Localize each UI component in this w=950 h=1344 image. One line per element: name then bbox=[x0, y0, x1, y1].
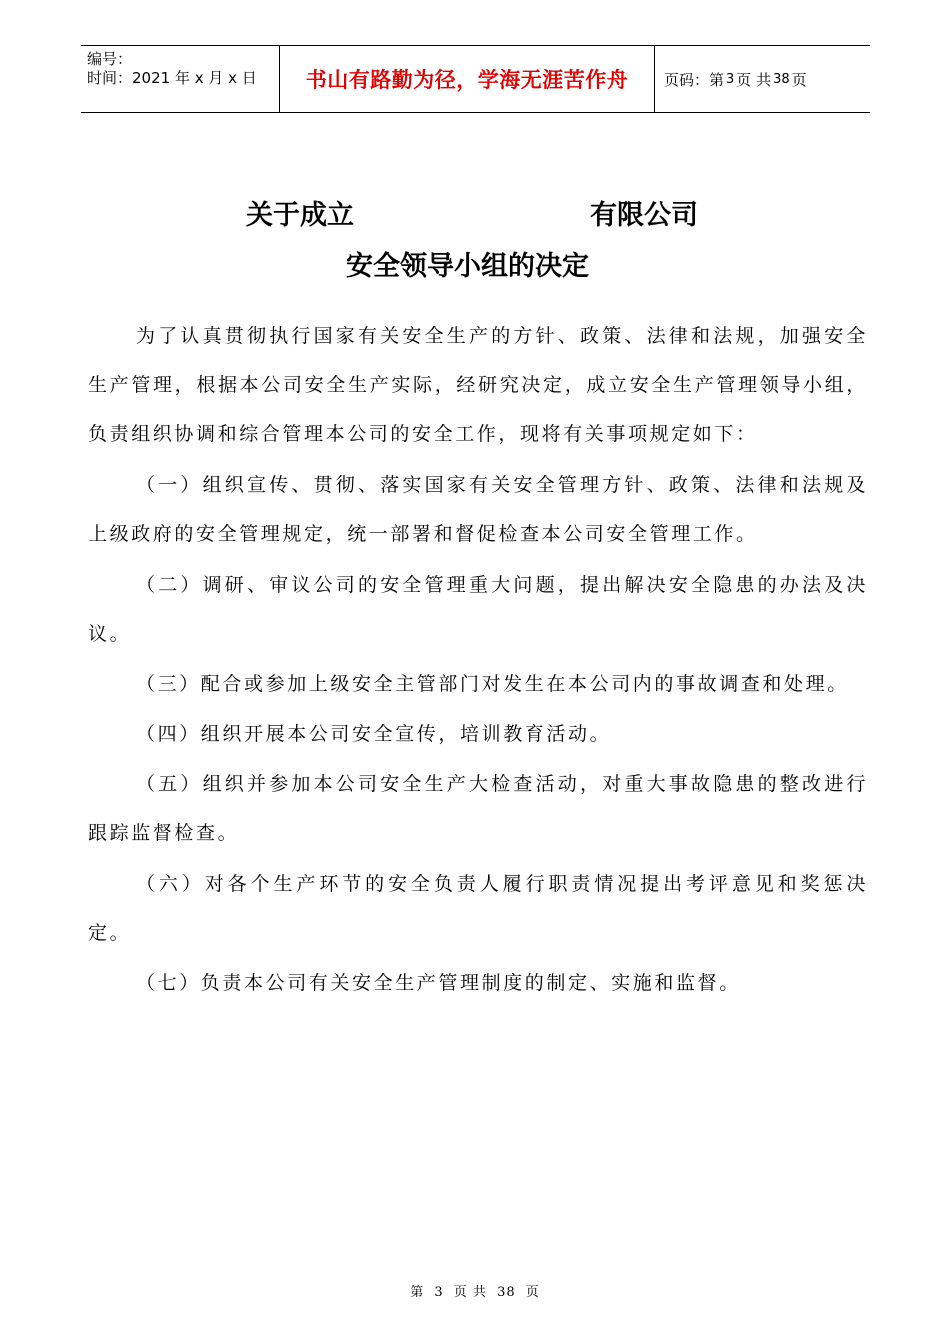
title-line1-part2: 有限公司 bbox=[590, 200, 698, 231]
title-line1-part1: 关于成立 bbox=[246, 200, 354, 231]
body-paragraph-intro: 为了认真贯彻执行国家有关安全生产的方针、政策、法律和法规，加强安全生产管理，根据本公司安全生产实际，经研究决定，成立安全生产管理领导小组，负责组织协调和综合管理本公司的安全工作，现将有关事项规定如下： bbox=[88, 325, 868, 445]
document-number-label: 编号： bbox=[87, 50, 133, 68]
body-paragraph-item-2: （二）调研、审议公司的安全管理重大问题，提出解决安全隐患的办法及决议。 bbox=[88, 574, 868, 645]
header-page-total: 38 bbox=[773, 71, 790, 87]
footer-total-pages: 38 bbox=[497, 1285, 516, 1300]
body-paragraph-item-4: （四）组织开展本公司安全宣传，培训教育活动。 bbox=[136, 723, 612, 745]
document-time-label: 时间：2021 年 x 月 x 日 bbox=[87, 69, 257, 87]
footer-prefix: 第 bbox=[410, 1285, 425, 1300]
body-paragraph-item-3: （三）配合或参加上级安全主管部门对发生在本公司内的事故调查和处理。 bbox=[136, 673, 849, 695]
footer-suffix: 页 bbox=[525, 1285, 540, 1300]
header-page-prefix: 页码：第 bbox=[664, 70, 725, 89]
header-page-mid: 页 共 bbox=[736, 70, 772, 89]
page-footer bbox=[0, 1281, 950, 1300]
footer-mid: 页 共 bbox=[453, 1285, 487, 1300]
header-motto: 书山有路勤为径，学海无涯苦作舟 bbox=[280, 46, 655, 112]
body-paragraph-item-5: （五）组织并参加本公司安全生产大检查活动，对重大事故隐患的整改进行跟踪监督检查。 bbox=[88, 773, 868, 844]
header-meta-cell bbox=[81, 46, 280, 112]
header-page-current: 3 bbox=[726, 71, 735, 87]
body-paragraph-item-6: （六）对各个生产环节的安全负责人履行职责情况提出考评意见和奖惩决定。 bbox=[88, 873, 868, 944]
document-header bbox=[81, 45, 870, 113]
footer-current-page: 3 bbox=[434, 1285, 444, 1300]
title-line2: 安全领导小组的决定 bbox=[346, 251, 589, 282]
body-paragraph-item-1: （一）组织宣传、贯彻、落实国家有关安全管理方针、政策、法律和法规及上级政府的安全管理规定，统一部署和督促检查本公司安全管理工作。 bbox=[88, 474, 868, 545]
body-paragraph-item-7: （七）负责本公司有关安全生产管理制度的制定、实施和监督。 bbox=[136, 972, 741, 994]
header-page-suffix: 页 bbox=[791, 70, 807, 89]
header-page-info bbox=[655, 46, 870, 112]
